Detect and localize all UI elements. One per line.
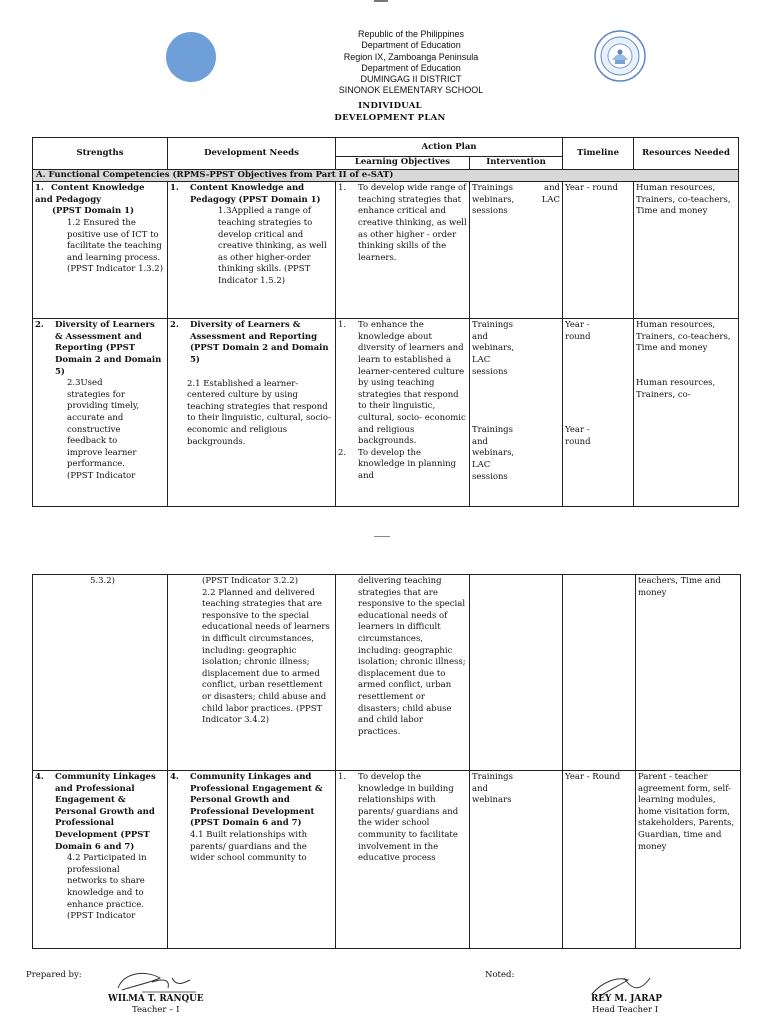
intervention-text: Trainings and webinars, LAC sessions [472,320,515,377]
need-cell [168,319,336,507]
header-line: Region IX, Zamboanga Peninsula [343,51,479,62]
strength-cell [33,319,168,507]
resources-text: Human resources, Trainers, co-teachers, Time and money [636,320,731,354]
resources-cell [634,319,739,507]
item-number: 1. [338,183,347,194]
intervention-text: Trainings and webinars [472,772,513,806]
objective-cell [336,575,470,771]
intervention-text: Trainings and webinars, LAC sessions [472,425,515,482]
resources-text: Human resources, Trainers, co- [636,377,716,400]
need-cell [168,182,336,319]
school-seal [594,30,646,82]
timeline-cell [563,319,634,507]
strength-domain: (PPST Domain 1) [52,206,135,217]
header-timeline: Timeline [563,138,634,170]
strength-indicator: 1.2 Ensured the positive use of ICT to facilitate the teaching and learning process. (PPST Indicator 1.3.2) [67,217,164,275]
strength-cell [33,182,168,319]
timeline-cell [563,575,636,771]
need-indicator: 4.1 Built relationships with parents/ guardians and the wider school community to [190,829,308,864]
header-development-needs: Development Needs [168,138,336,170]
intervention-cell [470,319,563,507]
need-title: Diversity of Learners & Assessment and Reporting (PPST Domain 2 and Domain 5) [190,320,329,365]
header-learning-objectives: Learning Objectives [336,157,470,170]
item-number: 1. [35,183,44,194]
document-title [290,100,490,124]
intervention-cell [470,575,563,771]
development-plan-table-page1 [32,137,739,507]
header-line: Department of Education [361,62,461,73]
objective-cell [336,771,470,949]
agency-header [230,29,592,97]
need-cell [168,771,336,949]
section-functional-competencies: A. Functional Competencies (RPMS-PPST Objectives from Part II of e-SAT) [33,169,739,182]
noted-by-position: Head Teacher I [592,1005,659,1015]
timeline-text: Year - round [565,320,591,342]
item-number: 1. [338,772,347,782]
signature-block [0,966,768,1024]
header-action-plan: Action Plan [336,138,563,157]
timeline-cell: Year - round [563,182,634,319]
strength-cell [33,575,168,771]
item-number: 2. [338,447,347,458]
header-intervention: Intervention [470,157,563,170]
strength-indicator: 2.3Used strategies for providing timely, accurate and constructive feedback to improve learner performance. (PPST Indicator [67,378,140,481]
timeline-text: Year - round [565,425,591,447]
need-title: Community Linkages and Professional Engagement & Personal Growth and Professional Development (PPST Domain 6 and 7) [190,772,323,829]
title-line-2: DEVELOPMENT PLAN [334,113,446,123]
title-line-1: INDIVIDUAL [358,101,422,111]
noted-label: Noted: [485,970,515,980]
strength-title: Diversity of Learners & Assessment and Reporting (PPST Domain 2 and Domain 5) [55,320,162,377]
objective-text: To develop the knowledge in planning and [358,447,457,481]
strength-cell [33,771,168,949]
need-cell [168,575,336,771]
header-line: Republic of the Philippines [357,29,465,39]
prepared-by-position: Teacher – I [132,1005,180,1015]
strength-indicator: 5.3.2) [90,576,115,586]
objective-cell [336,182,470,319]
resources-cell: Parent - teacher agreement form, self-learning modules, home visitation form, stakeholders, Parents, Guardian, time and money [636,771,741,949]
need-title: Content Knowledge and Pedagogy (PPST Domain 1) [190,183,321,205]
item-number: 1. [170,183,179,194]
objective-text: To enhance the knowledge about diversity of learners and learn to established a learner-centered culture by using teaching strategies that respond to their linguistic, cultural, socio- economic and religious backgrounds. [358,320,466,447]
prepared-by-name: WILMA T. RANQUE [108,994,204,1004]
header-resources: Resources Needed [634,138,739,170]
header-line: Department of Education [361,40,461,51]
resources-cell: Human resources, Trainers, co-teachers, Time and money [634,182,739,319]
resources-cell: teachers, Time and money [636,575,741,771]
objective-text: To develop wide range of teaching strategies that enhance critical and creative thinking, as well as other higher - order thinking skills of the learners. [358,183,467,263]
deped-seal-placeholder [166,32,216,82]
page-break-mark [374,536,390,537]
item-number: 1. [338,320,347,331]
need-indicator: 2.1 Established a learner-centered culture by using teaching strategies that respond to their linguistic, cultural, socio- economic and religious backgrounds. [187,378,331,447]
objective-cell [336,319,470,507]
timeline-cell: Year - Round [563,771,636,949]
item-number: 4. [35,772,44,782]
page-edge-mark [374,0,388,2]
header-line: SINONOK ELEMENTARY SCHOOL [338,85,484,96]
intervention-cell [470,771,563,949]
prepared-by-label: Prepared by: [26,970,82,980]
item-number: 4. [170,772,179,782]
objective-text: delivering teaching strategies that are responsive to the special educational needs of learners in difficult circumstances, including: geographic isolation; chronic illness; displacement due to armed conflict, urban resettlement or disasters; child abuse and child labor practices. [358,576,466,737]
item-number: 2. [170,320,179,331]
teacher-signature [112,968,202,996]
header-strengths: Strengths [33,138,168,170]
strength-indicator: 4.2 Participated in professional networks to share knowledge and to enhance practice. (PPST Indicator [67,853,147,922]
item-number: 2. [35,320,44,331]
need-indicator: 1.3Applied a range of teaching strategies to develop critical and creative thinking, as well as other higher-order thinking skills. (PPST Indicator 1.5.2) [218,206,327,286]
header-line: DUMINGAG II DISTRICT [360,74,462,85]
need-indicator: (PPST Indicator 3.2.2) [202,576,299,586]
intervention-cell: Trainings and webinars, LAC sessions [470,182,563,319]
noted-by-name: REY M. JARAP [591,994,662,1004]
strength-title: Content Knowledge and Pedagogy [35,183,145,205]
need-indicator: 2.2 Planned and delivered teaching strategies that are responsive to the special educational needs of learners in difficult circumstances, including: geographic isolation; chronic illness; displacement due to armed conflict, urban resettlement or disasters; child abuse and child labor practices. (PPST Indicator 3.4.2) [202,587,330,726]
development-plan-table-page2 [32,574,741,949]
strength-title: Community Linkages and Professional Engagement & Personal Growth and Professional Development (PPST Domain 6 and 7) [55,772,156,852]
objective-text: To develop the knowledge in building relationships with parents/ guardians and the wider school community to facilitate involvement in the educative process [358,772,459,864]
